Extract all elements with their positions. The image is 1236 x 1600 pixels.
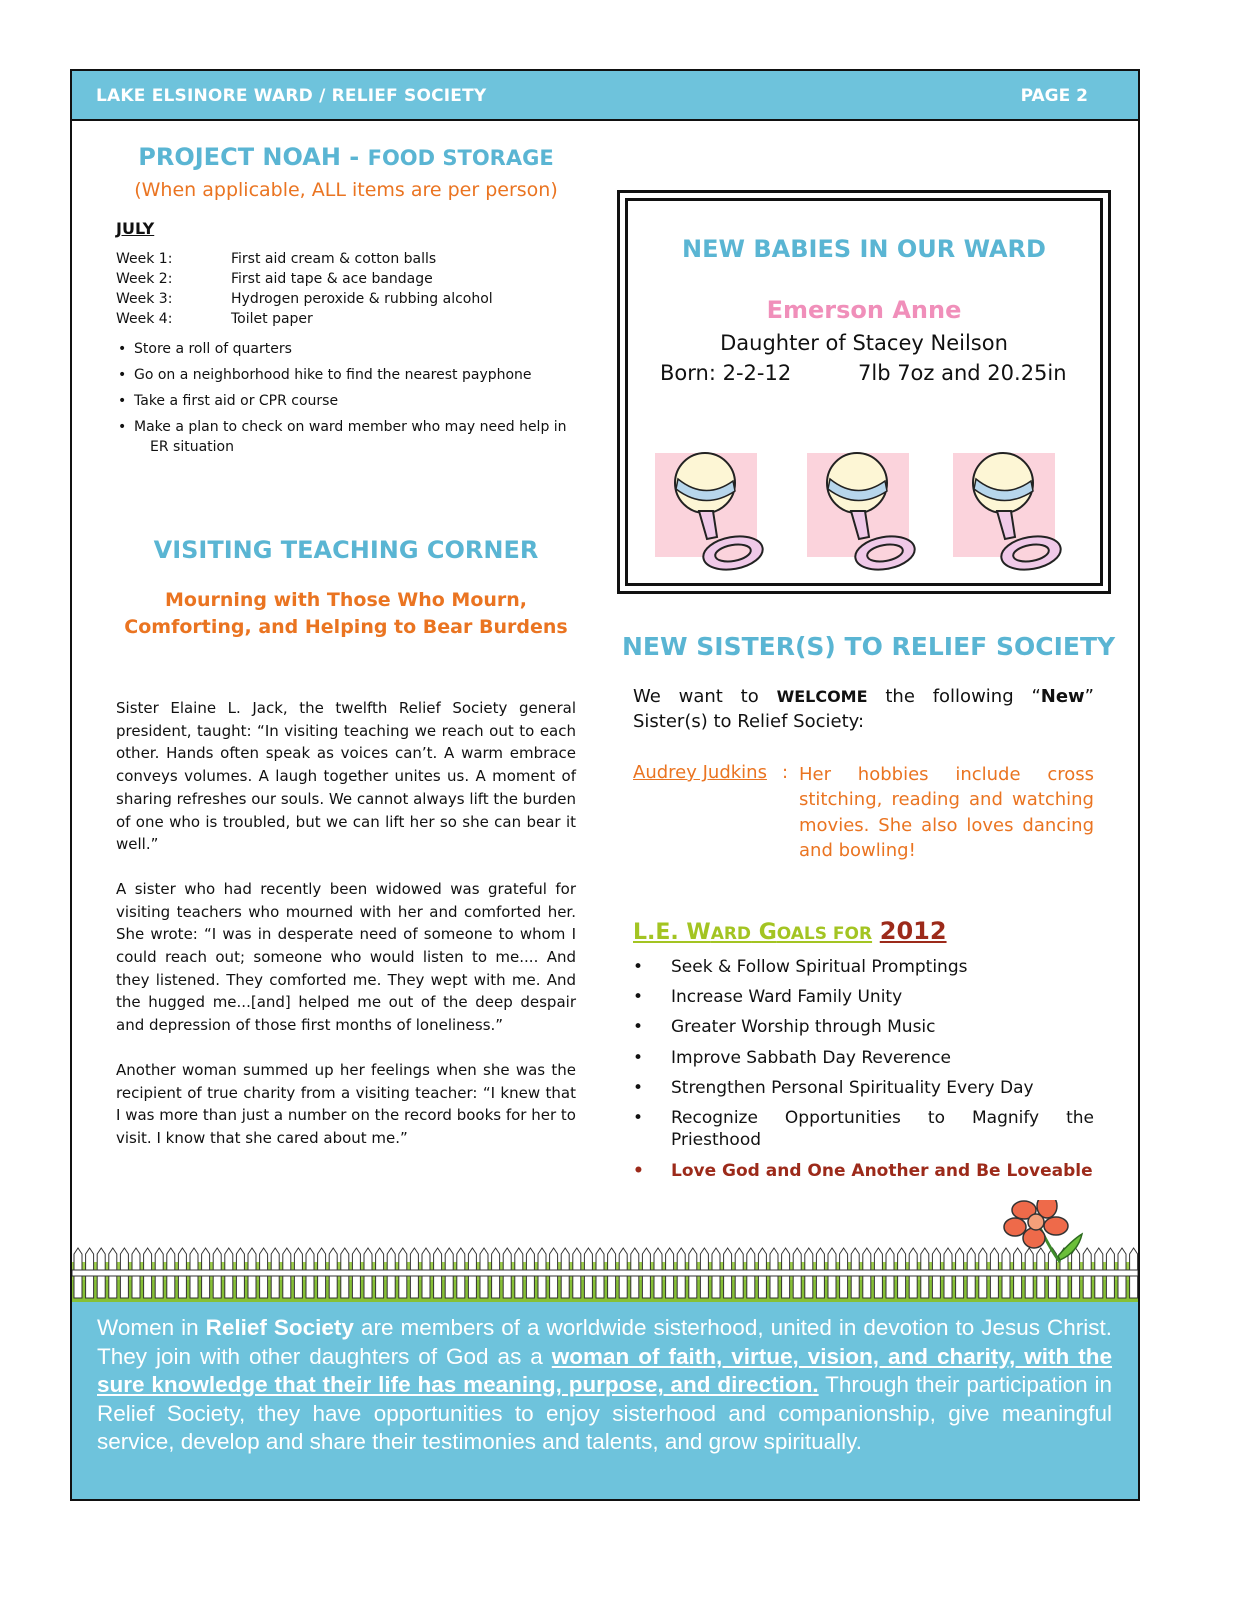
project-noah-title bbox=[116, 143, 576, 171]
visiting-teaching-subtitle bbox=[116, 587, 576, 641]
intro-text: ” Sister(s) to Relief Society: bbox=[633, 686, 1094, 732]
goals-title-part: L.E. W bbox=[633, 920, 711, 945]
goals-title-part: OALS FOR bbox=[776, 924, 873, 944]
new-sister-colon: : bbox=[782, 762, 789, 783]
flower-icon bbox=[1004, 1200, 1068, 1248]
week-row bbox=[116, 289, 493, 309]
goals-title-part: ARD bbox=[710, 924, 752, 944]
week-item: First aid cream & cotton balls bbox=[231, 251, 437, 267]
new-sisters-title: NEW SISTER(S) TO RELIEF SOCIETY bbox=[622, 632, 1116, 661]
baby-birth-date: Born: 2-2-12 bbox=[660, 361, 792, 385]
intro-new: New bbox=[1040, 686, 1085, 707]
preparedness-tips bbox=[116, 339, 586, 463]
week-row bbox=[116, 249, 493, 269]
goal-item: • Improve Sabbath Day Reverence bbox=[633, 1047, 1094, 1070]
article-paragraph: Sister Elaine L. Jack, the twelfth Relief Society general president, taught: “In visiting teaching we reach out to each other. Hands often speak as voices can’t. A warm embrace conveys volumes. A laugh together unites us. A moment of sharing refreshes our souls. We cannot always lift the burden of one who is troubled, but we can lift her so she can bear it well.” bbox=[116, 699, 576, 854]
page-number: PAGE 2 bbox=[1020, 86, 1088, 106]
tip-item bbox=[116, 417, 586, 457]
project-noah-subtitle: (When applicable, ALL items are per person) bbox=[134, 179, 558, 201]
footer-relief-society: Relief Society bbox=[205, 1315, 354, 1340]
newsletter-title: LAKE ELSINORE WARD / RELIEF SOCIETY bbox=[96, 86, 487, 106]
rattle-icon bbox=[805, 449, 923, 577]
week-row bbox=[116, 269, 493, 289]
week-label: Week 4: bbox=[116, 311, 173, 327]
weekly-items bbox=[116, 249, 493, 329]
rattle-icon bbox=[951, 449, 1069, 577]
goals-title-space bbox=[872, 920, 880, 945]
week-item: Hydrogen peroxide & rubbing alcohol bbox=[231, 291, 493, 307]
goal-item: • Seek & Follow Spiritual Promptings bbox=[633, 956, 1094, 979]
week-label: Week 1: bbox=[116, 251, 173, 267]
new-babies-title: NEW BABIES IN OUR WARD bbox=[682, 235, 1046, 263]
new-babies-box bbox=[617, 190, 1111, 594]
goal-item: • Greater Worship through Music bbox=[633, 1016, 1094, 1039]
intro-welcome: WELCOME bbox=[776, 687, 868, 706]
tip-text-continued: ER situation bbox=[150, 439, 234, 455]
intro-text: We want to bbox=[633, 686, 777, 707]
goals-title-part: G bbox=[751, 920, 777, 945]
tip-item: • Store a roll of quarters bbox=[116, 339, 586, 359]
baby-parent: Daughter of Stacey Neilson bbox=[720, 331, 1008, 355]
footer-period: . bbox=[812, 1372, 819, 1398]
week-label: Week 3: bbox=[116, 291, 173, 307]
week-label: Week 2: bbox=[116, 271, 173, 287]
picket-fence-graphic bbox=[72, 1200, 1138, 1302]
baby-name: Emerson Anne bbox=[766, 296, 962, 324]
new-sister-name: Audrey Judkins bbox=[633, 762, 767, 783]
tip-text: Make a plan to check on ward member who may need help in bbox=[134, 419, 567, 435]
intro-text: the following “ bbox=[867, 686, 1041, 707]
goal-item: • Increase Ward Family Unity bbox=[633, 986, 1094, 1009]
month-heading: JULY bbox=[116, 219, 155, 238]
footer-text: Through their participation in Relief Society, they have opportunities to enjoy sisterhood and companionship, give meaningful service, develop and share their testimonies and talents, and grow spiritually. bbox=[97, 1372, 1112, 1455]
footer-statement bbox=[97, 1314, 1112, 1457]
footer-text: Women in bbox=[97, 1315, 206, 1340]
article-paragraph: A sister who had recently been widowed was grateful for visiting teachers who mourned with her and comforted her. She wrote: “I was in desperate need of someone to whom I could reach out; someone who would listen to me.... And they listened. They comforted me. They wept with me. And the hugged me...[and] helped me out of the deep despair and depression of those first months of loneliness.” bbox=[116, 879, 576, 1035]
visiting-teaching-article bbox=[116, 697, 576, 1172]
footer-text: are members of a worldwide sisterhood, united in devotion to Jesus Christ. They join with other daughters of God as a bbox=[97, 1315, 1112, 1369]
new-babies-inner-frame bbox=[625, 198, 1103, 586]
new-sisters-intro bbox=[633, 684, 1094, 734]
goals-year: 2012 bbox=[879, 917, 947, 945]
project-noah-title-main: PROJECT NOAH - bbox=[138, 143, 368, 171]
week-row bbox=[116, 309, 493, 329]
ward-goals-list bbox=[633, 956, 1094, 1190]
ward-goals-title bbox=[633, 917, 947, 945]
goal-item: • Recognize Opportunities to Magnify the Priesthood bbox=[633, 1107, 1094, 1152]
visiting-teaching-title: VISITING TEACHING CORNER bbox=[153, 536, 539, 564]
header-bar bbox=[72, 71, 1138, 121]
goal-item: • Strengthen Personal Spirituality Every Day bbox=[633, 1077, 1094, 1100]
subtitle-line: Comforting, and Helping to Bear Burdens bbox=[124, 616, 568, 638]
goals-title-text bbox=[633, 920, 872, 945]
goal-item: • Love God and One Another and Be Loveable bbox=[633, 1160, 1094, 1183]
footer-emphasis: woman of faith, virtue, vision, and charity, with the sure knowledge that their life has meaning, purpose, and direction bbox=[97, 1343, 1113, 1398]
week-item: First aid tape & ace bandage bbox=[231, 271, 433, 287]
tip-item: • Take a first aid or CPR course bbox=[116, 391, 586, 411]
tip-item: • Go on a neighborhood hike to find the nearest payphone bbox=[116, 365, 586, 385]
subtitle-line: Mourning with Those Who Mourn, bbox=[164, 589, 528, 611]
rattle-icon bbox=[653, 449, 771, 577]
relief-society-footer bbox=[72, 1302, 1138, 1499]
baby-weight: 7lb 7oz and 20.25in bbox=[858, 361, 1067, 385]
week-item: Toilet paper bbox=[231, 311, 313, 327]
project-noah-title-tail: FOOD STORAGE bbox=[367, 146, 554, 170]
new-sister-description: Her hobbies include cross stitching, reading and watching movies. She also loves dancing and bowling! bbox=[799, 764, 1094, 861]
article-paragraph: Another woman summed up her feelings when she was the recipient of true charity from a visiting teacher: “I knew that I was more than just a number on the record books for her to visit. I know that she cared about me.” bbox=[116, 1060, 576, 1147]
